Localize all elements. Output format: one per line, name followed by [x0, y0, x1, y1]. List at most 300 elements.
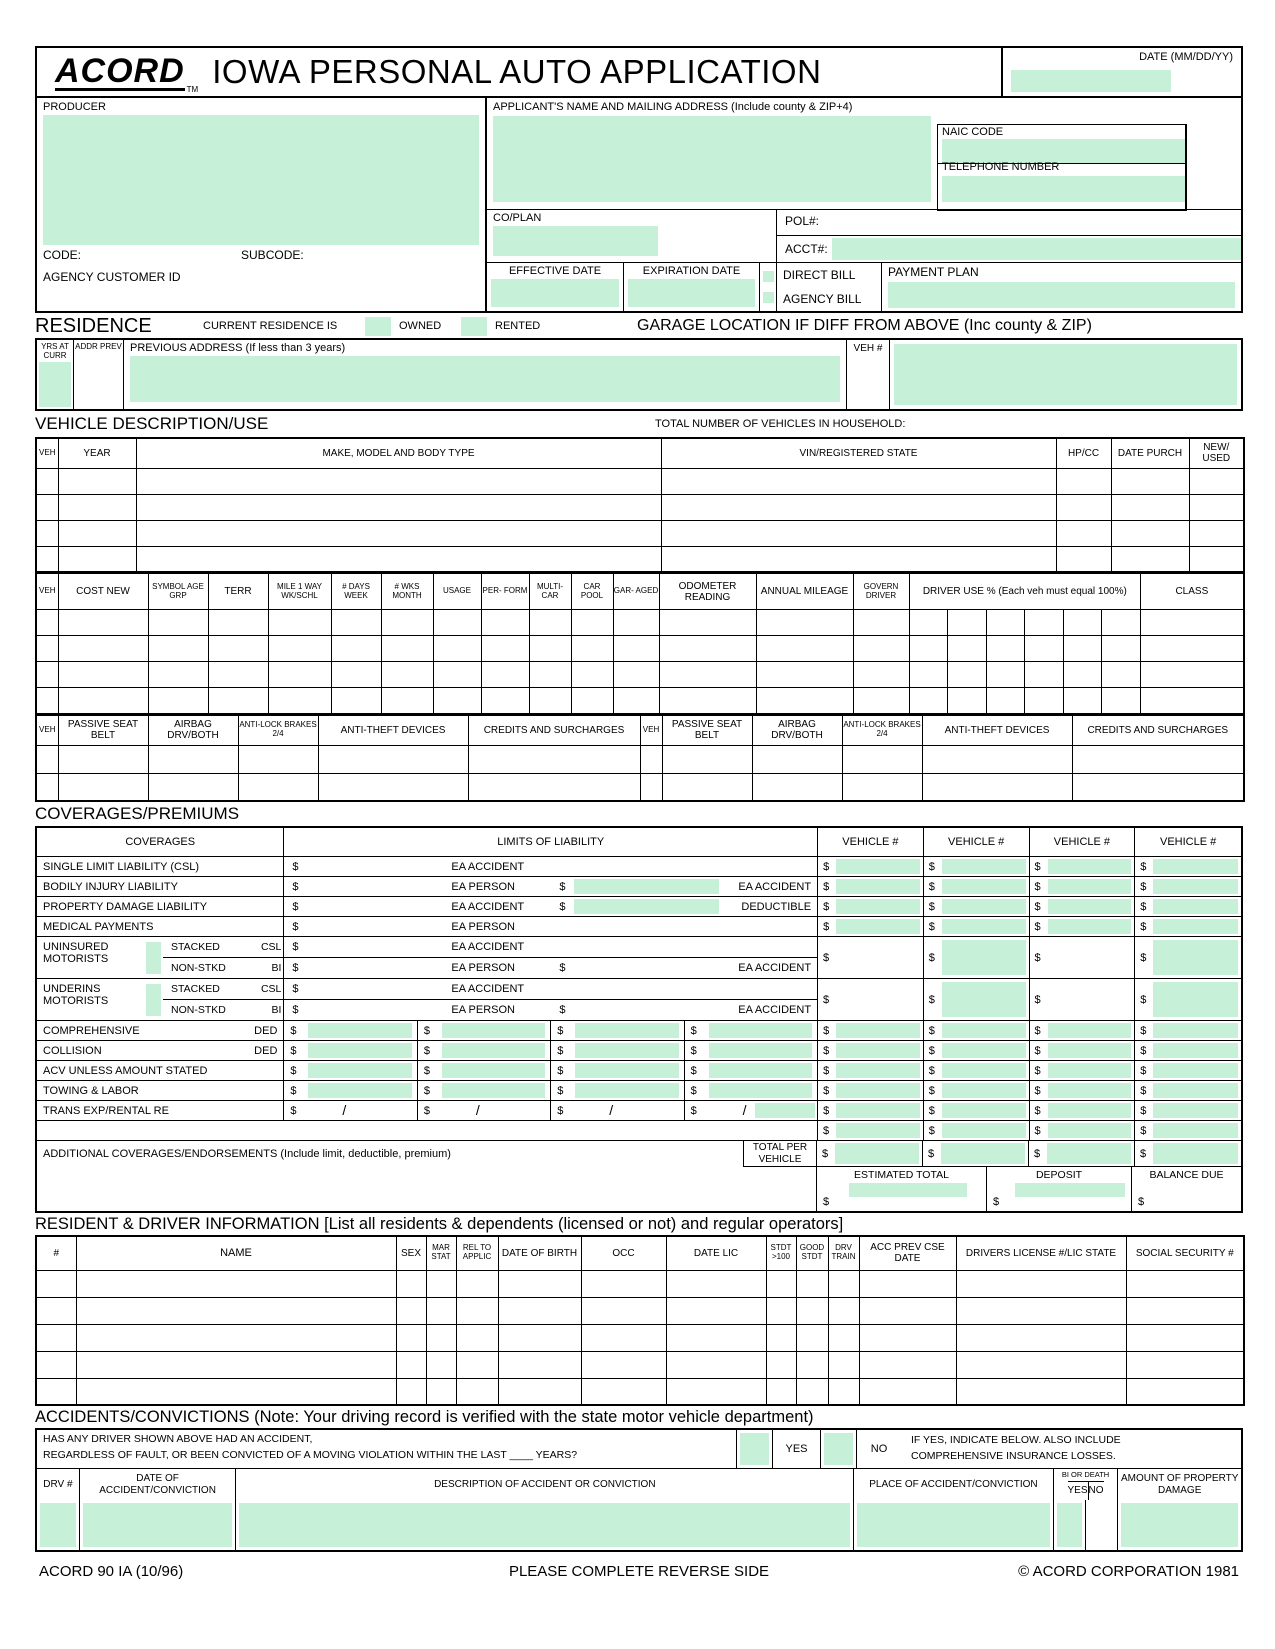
field[interactable] [661, 520, 1056, 546]
field[interactable] [396, 1270, 426, 1297]
premium-field[interactable] [836, 919, 920, 934]
field[interactable] [1072, 773, 1244, 801]
field[interactable] [481, 610, 529, 636]
ded-field[interactable] [709, 1023, 812, 1038]
field[interactable] [36, 1378, 76, 1405]
premium-field[interactable] [1048, 1063, 1132, 1078]
field[interactable] [76, 1324, 396, 1351]
premium-field[interactable] [1153, 1023, 1238, 1038]
field[interactable] [36, 773, 58, 801]
field[interactable] [433, 610, 481, 636]
field[interactable] [208, 662, 268, 688]
um-checkbox[interactable] [146, 942, 161, 974]
payment-plan-field[interactable] [888, 282, 1235, 308]
field[interactable] [268, 688, 331, 714]
field[interactable] [659, 636, 756, 662]
premium-field[interactable] [942, 1083, 1026, 1098]
field[interactable] [796, 1297, 828, 1324]
field[interactable] [1126, 1270, 1244, 1297]
field[interactable] [80, 1500, 236, 1550]
field[interactable] [498, 1324, 581, 1351]
field[interactable] [828, 1297, 859, 1324]
field[interactable] [58, 688, 148, 714]
field[interactable] [238, 745, 318, 773]
field[interactable] [909, 688, 948, 714]
previous-address-field[interactable] [130, 356, 840, 402]
field[interactable] [58, 520, 136, 546]
field[interactable] [661, 494, 1056, 520]
field[interactable] [456, 1270, 498, 1297]
limit-field[interactable] [574, 879, 719, 894]
field[interactable] [756, 610, 853, 636]
premium-field[interactable] [1048, 859, 1132, 874]
field[interactable] [498, 1297, 581, 1324]
ded-field[interactable] [442, 1023, 545, 1038]
field[interactable] [1118, 1500, 1241, 1550]
premium-field[interactable] [836, 1123, 920, 1138]
field[interactable] [766, 1378, 796, 1405]
field[interactable] [766, 1297, 796, 1324]
expiration-date-field[interactable] [628, 279, 755, 307]
field[interactable] [456, 1324, 498, 1351]
field[interactable] [456, 1351, 498, 1378]
field[interactable] [986, 610, 1025, 636]
field[interactable] [756, 662, 853, 688]
field[interactable] [238, 773, 318, 801]
premium-field[interactable] [836, 1063, 920, 1078]
field[interactable] [58, 610, 148, 636]
field[interactable] [36, 1351, 76, 1378]
field[interactable] [318, 773, 468, 801]
premium-field[interactable] [1153, 859, 1238, 874]
premium-field[interactable] [942, 1043, 1026, 1058]
field[interactable] [581, 1351, 666, 1378]
field[interactable] [468, 745, 640, 773]
field[interactable] [76, 1378, 396, 1405]
field[interactable] [842, 773, 922, 801]
premium-field[interactable] [1153, 940, 1238, 975]
field[interactable] [1111, 468, 1189, 494]
field[interactable] [208, 636, 268, 662]
field[interactable] [36, 520, 58, 546]
field[interactable] [766, 1324, 796, 1351]
field[interactable] [571, 662, 613, 688]
agency-bill-checkbox[interactable] [763, 292, 774, 303]
acct-field[interactable] [832, 238, 1241, 260]
field[interactable] [1102, 610, 1141, 636]
field[interactable] [1111, 494, 1189, 520]
field[interactable] [1056, 468, 1111, 494]
field[interactable] [662, 745, 752, 773]
field[interactable] [433, 688, 481, 714]
field[interactable] [76, 1297, 396, 1324]
field[interactable] [948, 610, 987, 636]
field[interactable] [36, 546, 58, 572]
field[interactable] [796, 1324, 828, 1351]
date-field[interactable] [1011, 70, 1171, 92]
field[interactable] [666, 1324, 766, 1351]
field[interactable] [318, 745, 468, 773]
premium-field[interactable] [1153, 1043, 1238, 1058]
field[interactable] [1056, 546, 1111, 572]
field[interactable] [1126, 1297, 1244, 1324]
field[interactable] [1189, 494, 1244, 520]
field[interactable] [268, 636, 331, 662]
field[interactable] [581, 1324, 666, 1351]
field[interactable] [1111, 546, 1189, 572]
field[interactable] [766, 1270, 796, 1297]
field[interactable] [581, 1270, 666, 1297]
premium-field[interactable] [942, 879, 1026, 894]
telephone-field[interactable] [942, 176, 1185, 202]
premium-field[interactable] [942, 940, 1026, 975]
field[interactable] [396, 1378, 426, 1405]
field[interactable] [659, 610, 756, 636]
premium-field[interactable] [941, 1143, 1025, 1164]
field[interactable] [853, 636, 909, 662]
field[interactable] [381, 688, 433, 714]
field[interactable] [640, 773, 662, 801]
field[interactable] [1189, 546, 1244, 572]
field[interactable] [796, 1351, 828, 1378]
accident-no-checkbox[interactable] [824, 1433, 853, 1465]
field[interactable] [661, 468, 1056, 494]
field[interactable] [148, 745, 238, 773]
premium-field[interactable] [835, 1143, 919, 1164]
field[interactable] [456, 1378, 498, 1405]
field[interactable] [1141, 688, 1244, 714]
field[interactable] [1126, 1351, 1244, 1378]
field[interactable] [956, 1297, 1126, 1324]
field[interactable] [956, 1324, 1126, 1351]
ded-field[interactable] [308, 1023, 411, 1038]
owned-checkbox[interactable] [365, 317, 391, 336]
field[interactable] [58, 745, 148, 773]
field[interactable] [986, 662, 1025, 688]
deposit-field[interactable] [1015, 1183, 1125, 1197]
field[interactable] [613, 636, 659, 662]
field[interactable] [1025, 688, 1064, 714]
field[interactable] [666, 1351, 766, 1378]
rented-checkbox[interactable] [461, 317, 487, 336]
field[interactable] [666, 1297, 766, 1324]
field[interactable] [1102, 662, 1141, 688]
field[interactable] [36, 636, 58, 662]
field[interactable] [1063, 688, 1102, 714]
field[interactable] [426, 1378, 456, 1405]
field[interactable] [948, 636, 987, 662]
field[interactable] [36, 494, 58, 520]
field[interactable] [426, 1270, 456, 1297]
field[interactable] [331, 688, 381, 714]
field[interactable] [148, 688, 208, 714]
premium-field[interactable] [942, 1103, 1026, 1118]
field[interactable] [381, 662, 433, 688]
field[interactable] [148, 636, 208, 662]
field[interactable] [136, 494, 661, 520]
producer-field[interactable] [43, 115, 479, 245]
premium-field[interactable] [1048, 1123, 1132, 1138]
premium-field[interactable] [836, 899, 920, 914]
ded-field[interactable] [575, 1023, 678, 1038]
premium-field[interactable] [942, 982, 1026, 1017]
field[interactable] [922, 773, 1072, 801]
field[interactable] [456, 1297, 498, 1324]
field[interactable] [58, 546, 136, 572]
direct-bill-checkbox[interactable] [763, 271, 774, 282]
field[interactable] [331, 636, 381, 662]
field[interactable] [208, 610, 268, 636]
field[interactable] [58, 636, 148, 662]
effective-date-field[interactable] [491, 279, 619, 307]
field[interactable] [76, 1270, 396, 1297]
field[interactable] [613, 610, 659, 636]
premium-field[interactable] [942, 1123, 1026, 1138]
field[interactable] [1054, 1500, 1087, 1550]
amount-field[interactable] [442, 1063, 545, 1078]
field[interactable] [1189, 520, 1244, 546]
field[interactable] [666, 1270, 766, 1297]
premium-field[interactable] [942, 859, 1026, 874]
field[interactable] [529, 688, 571, 714]
premium-field[interactable] [1048, 899, 1132, 914]
limit-field[interactable] [574, 899, 719, 914]
amount-field[interactable] [308, 1063, 411, 1078]
premium-field[interactable] [1048, 1023, 1132, 1038]
field[interactable] [148, 662, 208, 688]
estimated-total-field[interactable] [849, 1183, 967, 1197]
field[interactable] [1072, 745, 1244, 773]
field[interactable] [1189, 468, 1244, 494]
premium-field[interactable] [942, 919, 1026, 934]
amount-field[interactable] [575, 1083, 678, 1098]
premium-field[interactable] [1048, 919, 1132, 934]
field[interactable] [36, 468, 58, 494]
field[interactable] [756, 636, 853, 662]
field[interactable] [236, 1500, 854, 1550]
field[interactable] [828, 1351, 859, 1378]
field[interactable] [752, 773, 842, 801]
premium-field[interactable] [1153, 1083, 1238, 1098]
field[interactable] [529, 662, 571, 688]
field[interactable] [1111, 520, 1189, 546]
field[interactable] [956, 1351, 1126, 1378]
field[interactable] [136, 520, 661, 546]
amount-field[interactable] [709, 1083, 812, 1098]
field[interactable] [859, 1324, 956, 1351]
field[interactable] [498, 1378, 581, 1405]
premium-field[interactable] [1048, 1103, 1132, 1118]
ded-field[interactable] [442, 1043, 545, 1058]
field[interactable] [1126, 1378, 1244, 1405]
field[interactable] [331, 610, 381, 636]
field[interactable] [208, 688, 268, 714]
amount-field[interactable] [442, 1083, 545, 1098]
field[interactable] [481, 662, 529, 688]
premium-field[interactable] [1153, 1123, 1238, 1138]
uim-checkbox[interactable] [146, 984, 161, 1016]
field[interactable] [956, 1378, 1126, 1405]
premium-field[interactable] [836, 1103, 920, 1118]
field[interactable] [396, 1351, 426, 1378]
field[interactable] [36, 745, 58, 773]
field[interactable] [426, 1324, 456, 1351]
field[interactable] [853, 688, 909, 714]
ded-field[interactable] [709, 1043, 812, 1058]
field[interactable] [796, 1378, 828, 1405]
field[interactable] [1102, 636, 1141, 662]
premium-field[interactable] [1153, 1103, 1238, 1118]
field[interactable] [58, 662, 148, 688]
field[interactable] [752, 745, 842, 773]
field[interactable] [148, 610, 208, 636]
premium-field[interactable] [836, 879, 920, 894]
applicant-name-field[interactable] [493, 116, 931, 202]
field[interactable] [1025, 636, 1064, 662]
field[interactable] [854, 1500, 1053, 1550]
garage-location-field[interactable] [894, 344, 1237, 405]
field[interactable] [1141, 662, 1244, 688]
field[interactable] [498, 1351, 581, 1378]
field[interactable] [36, 662, 58, 688]
field[interactable] [58, 494, 136, 520]
field[interactable] [1141, 636, 1244, 662]
field[interactable] [481, 636, 529, 662]
field[interactable] [986, 688, 1025, 714]
field[interactable] [986, 636, 1025, 662]
field[interactable] [1056, 494, 1111, 520]
premium-field[interactable] [1153, 982, 1238, 1017]
field[interactable] [859, 1297, 956, 1324]
field[interactable] [37, 1500, 80, 1550]
field[interactable] [58, 773, 148, 801]
field[interactable] [36, 1270, 76, 1297]
field[interactable] [613, 662, 659, 688]
field[interactable] [36, 1324, 76, 1351]
field[interactable] [571, 610, 613, 636]
accident-yes-checkbox[interactable] [740, 1433, 769, 1465]
field[interactable] [766, 1351, 796, 1378]
field[interactable] [948, 662, 987, 688]
premium-field[interactable] [1153, 1063, 1238, 1078]
field[interactable] [1063, 636, 1102, 662]
field[interactable] [468, 773, 640, 801]
premium-field[interactable] [836, 859, 920, 874]
field[interactable] [659, 662, 756, 688]
premium-field[interactable] [1048, 879, 1132, 894]
premium-field[interactable] [942, 899, 1026, 914]
premium-field[interactable] [1153, 919, 1238, 934]
field[interactable] [661, 546, 1056, 572]
field[interactable] [828, 1378, 859, 1405]
field[interactable] [956, 1270, 1126, 1297]
field[interactable] [796, 1270, 828, 1297]
field[interactable] [859, 1351, 956, 1378]
field[interactable] [148, 773, 238, 801]
premium-field[interactable] [1153, 899, 1238, 914]
field[interactable] [909, 636, 948, 662]
premium-field[interactable] [1153, 879, 1238, 894]
field[interactable] [426, 1297, 456, 1324]
field[interactable] [853, 662, 909, 688]
field[interactable] [396, 1297, 426, 1324]
field[interactable] [433, 636, 481, 662]
field[interactable] [1025, 610, 1064, 636]
field[interactable] [581, 1378, 666, 1405]
field[interactable] [529, 636, 571, 662]
field[interactable] [1025, 662, 1064, 688]
field[interactable] [859, 1270, 956, 1297]
amount-field[interactable] [709, 1063, 812, 1078]
field[interactable] [1086, 1500, 1118, 1550]
amount-field[interactable] [308, 1083, 411, 1098]
field[interactable] [36, 610, 58, 636]
premium-field[interactable] [836, 1083, 920, 1098]
rate-field[interactable] [755, 1103, 815, 1118]
field[interactable] [909, 662, 948, 688]
field[interactable] [853, 610, 909, 636]
field[interactable] [331, 662, 381, 688]
amount-field[interactable] [575, 1063, 678, 1078]
field[interactable] [640, 745, 662, 773]
field[interactable] [571, 636, 613, 662]
field[interactable] [1063, 662, 1102, 688]
field[interactable] [571, 688, 613, 714]
field[interactable] [659, 688, 756, 714]
field[interactable] [1126, 1324, 1244, 1351]
additional-write-in-area[interactable] [37, 1167, 816, 1211]
field[interactable] [36, 688, 58, 714]
field[interactable] [433, 662, 481, 688]
field[interactable] [381, 636, 433, 662]
field[interactable] [529, 610, 571, 636]
field[interactable] [498, 1270, 581, 1297]
premium-field[interactable] [1048, 1083, 1132, 1098]
field[interactable] [909, 610, 948, 636]
field[interactable] [828, 1270, 859, 1297]
premium-field[interactable] [836, 1023, 920, 1038]
premium-field[interactable] [1153, 1143, 1238, 1164]
field[interactable] [922, 745, 1072, 773]
field[interactable] [948, 688, 987, 714]
field[interactable] [1063, 610, 1102, 636]
premium-field[interactable] [942, 1023, 1026, 1038]
field[interactable] [756, 688, 853, 714]
field[interactable] [136, 468, 661, 494]
field[interactable] [662, 773, 752, 801]
ded-field[interactable] [575, 1043, 678, 1058]
field[interactable] [1141, 610, 1244, 636]
coplan-field[interactable] [493, 226, 658, 256]
field[interactable] [1102, 688, 1141, 714]
field[interactable] [613, 688, 659, 714]
field[interactable] [581, 1297, 666, 1324]
premium-field[interactable] [942, 1063, 1026, 1078]
field[interactable] [481, 688, 529, 714]
ded-field[interactable] [308, 1043, 411, 1058]
premium-field[interactable] [1048, 1043, 1132, 1058]
field[interactable] [828, 1324, 859, 1351]
field[interactable] [268, 610, 331, 636]
premium-field[interactable] [1047, 1143, 1131, 1164]
yrs-at-curr-field[interactable] [39, 362, 71, 407]
field[interactable] [136, 546, 661, 572]
field[interactable] [76, 1351, 396, 1378]
field[interactable] [1056, 520, 1111, 546]
field[interactable] [58, 468, 136, 494]
field[interactable] [268, 662, 331, 688]
field[interactable] [381, 610, 433, 636]
